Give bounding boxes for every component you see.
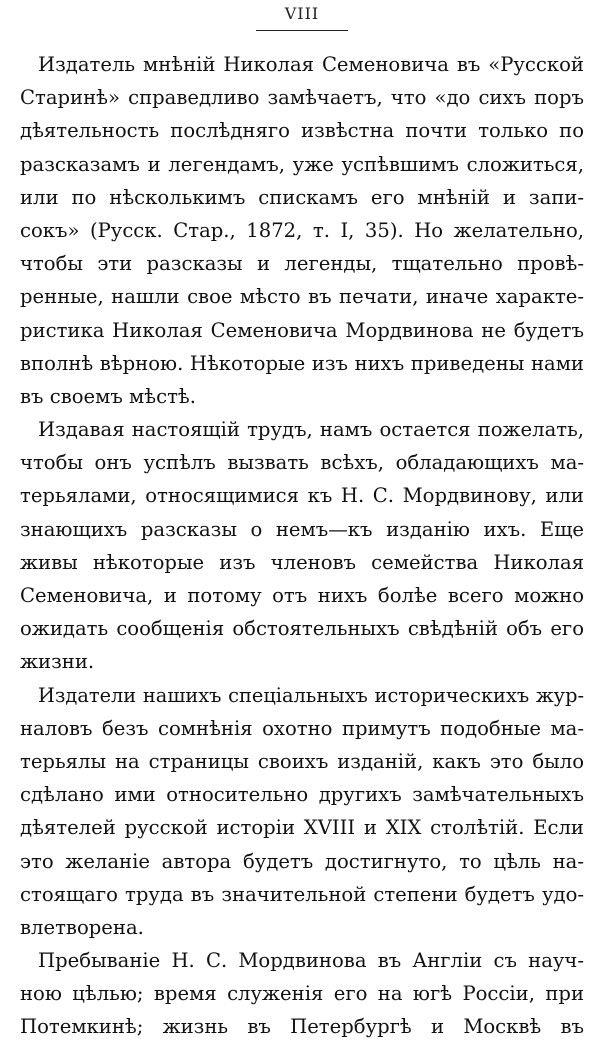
text-line: или по нѣсколькимъ спискамъ его мнѣній и запи- (20, 185, 584, 209)
text-line: стоящаго труда въ значительной степени будетъ удо- (20, 882, 584, 906)
text-line: ренные, нашли свое мѣсто въ печати, иначе характе- (20, 285, 584, 309)
text-line: сокъ» (Русск. Стар., 1872, т. I, 35). Но желательно, (20, 218, 584, 242)
text-line: ожидать сообщенія обстоятельныхъ свѣдѣній объ его (20, 617, 584, 641)
text-line: ристика Николая Семеновича Мордвинова не будетъ (20, 318, 584, 342)
text-line: Издавая настоящій трудъ, намъ остается пожелать, (38, 418, 584, 442)
text-line: чтобы эти разсказы и легенды, тщательно провѣ- (20, 252, 584, 276)
page-number: VIII (284, 4, 320, 23)
text-line: чтобы онъ успѣлъ вызвать всѣхъ, обладающихъ ма- (20, 451, 584, 475)
text-line: Издатель мнѣній Николая Семеновича въ «Русской (38, 53, 584, 76)
text-line: терьялы на страницы своихъ изданій, какъ это было (20, 749, 584, 773)
text-line: ною цѣлью; время служенія его на югѣ Россіи, при (20, 982, 584, 1006)
text-line: вполнѣ вѣрною. Нѣкоторые изъ нихъ приведены нами (20, 351, 584, 375)
text-line: Издатели нашихъ спеціальныхъ историческихъ жур- (38, 683, 584, 707)
text-line: жизни. (20, 650, 95, 674)
text-line: живы нѣкоторые изъ членовъ семейства Николая (20, 550, 584, 574)
text-line: разсказамъ и легендамъ, уже успѣвшимъ сложиться, (20, 152, 584, 176)
text-line: терьялами, относящимися къ Н. С. Мордвинову, или (20, 484, 584, 508)
text-line: Пребываніе Н. С. Мордвинова въ Англіи съ науч- (38, 949, 584, 973)
text-line: Потемкинѣ; жизнь въ Петербургѣ и Москвѣ въ (20, 1015, 584, 1039)
text-line: Старинѣ» справедливо замѣчаетъ, что «до сихъ поръ (20, 86, 584, 110)
text-line: въ своемъ мѣстѣ. (20, 384, 196, 408)
text-line: влетворена. (20, 915, 144, 939)
header-rule (256, 30, 348, 31)
text-line: наловъ безъ сомнѣнія охотно примутъ подобные ма- (20, 716, 584, 740)
text-line: это желаніе автора будетъ достигнуто, то цѣль на- (20, 849, 584, 873)
text-line: сдѣлано ими относительно другихъ замѣчательныхъ (20, 783, 584, 807)
text-line: дѣятелей русской исторіи XVIII и XIX столѣтій. Если (20, 816, 584, 840)
text-line: знающихъ разсказы о немъ—къ изданію ихъ. Еще (20, 517, 584, 541)
text-line: дѣятельность послѣдняго извѣстна почти только по (20, 119, 584, 143)
body-text (20, 48, 584, 1044)
text-line: Семеновича, и потому отъ нихъ болѣе всего можно (20, 584, 584, 607)
